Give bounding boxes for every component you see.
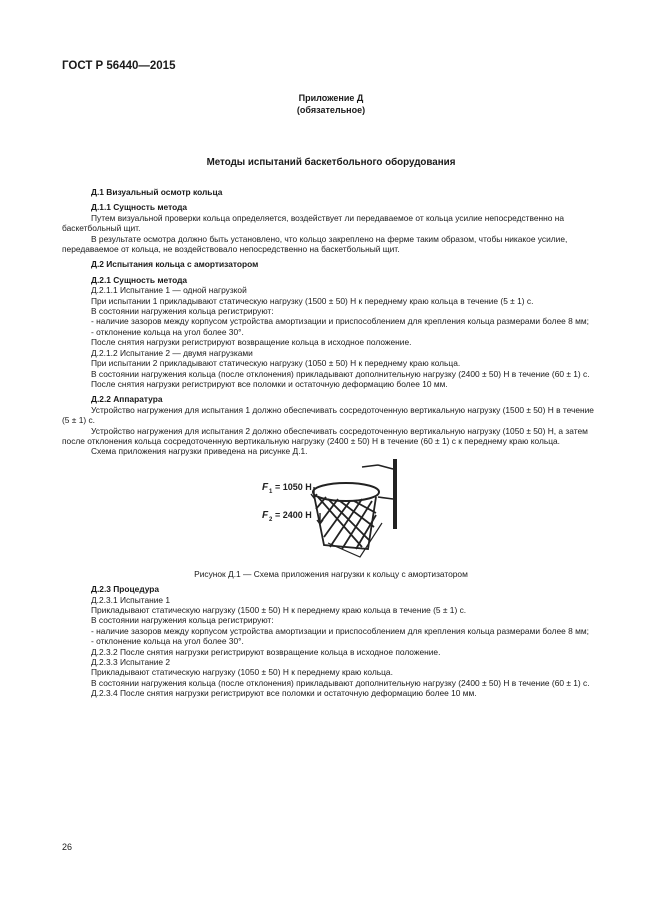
- section-title: Методы испытаний баскетбольного оборудования: [206, 157, 456, 168]
- backboard: [393, 459, 397, 529]
- f1-subscript: 1: [269, 488, 273, 495]
- paragraph: Д.2.3.2 После снятия нагрузки регистрируют возвращение кольца в исходное положение.: [91, 646, 441, 657]
- paragraph: В состоянии нагружения кольца (после отклонения) прикладывают дополнительную нагрузку (2400 ± 50) Н в течение (60 ± 1) с.: [91, 368, 590, 379]
- f2-label: = 2400 Н: [275, 509, 312, 520]
- figure-d1: [62, 457, 600, 565]
- page-number: 26: [62, 842, 73, 852]
- section-heading: Д.1 Визуальный осмотр кольца: [91, 187, 223, 197]
- paragraph: Д.2.1.2 Испытание 2 — двумя нагрузками: [91, 347, 253, 358]
- paragraph: - наличие зазоров между корпусом устройства амортизации и приспособлением для крепления кольца размерами более 8 мм;: [91, 316, 589, 327]
- paragraph: При испытании 1 прикладывают статическую нагрузку (1500 ± 50) Н к переднему краю кольца в течение (5 ± 1) с.: [91, 295, 534, 306]
- f1-symbol: F: [262, 481, 269, 493]
- ring: [313, 483, 379, 501]
- paragraph: Д.2.1.1 Испытание 1 — одной нагрузкой: [91, 285, 247, 296]
- section-heading: Д.2 Испытания кольца с амортизатором: [91, 259, 259, 270]
- paragraph: Прикладывают статическую нагрузку (1050 ± 50) Н к переднему краю кольца.: [91, 667, 393, 678]
- section-heading: Д.2.1 Сущность метода: [91, 274, 188, 285]
- f2-subscript: 2: [269, 516, 273, 523]
- appendix-status: (обязательное): [296, 104, 366, 115]
- paragraph: - наличие зазоров между корпусом устройства амортизации и приспособлением для крепления кольца размерами более 8 мм;: [91, 625, 589, 636]
- f2-symbol: F: [262, 509, 269, 521]
- figure-caption: Рисунок Д.1 — Схема приложения нагрузки к кольцу с амортизатором: [194, 568, 468, 579]
- paragraph: В результате осмотра должно быть установлено, что кольцо закреплено на ферме таким образом, чтобы никакое усилие, передаваемое от кольца, не воздействовало непосредственно на баскетбольный щит.: [62, 233, 568, 255]
- appendix-title: Приложение Д: [298, 93, 364, 103]
- paragraph: Д.2.3.1 Испытание 1: [91, 594, 171, 605]
- appendix-heading: [62, 93, 600, 116]
- paragraph: После снятия нагрузки регистрируют возвращение кольца в исходное положение.: [91, 337, 412, 348]
- paragraph: Схема приложения нагрузки приведена на рисунке Д.1.: [91, 446, 308, 457]
- body-top: [62, 187, 600, 457]
- document-header: ГОСТ Р 56440—2015: [62, 60, 176, 72]
- document-body: [62, 182, 600, 699]
- paragraph: После снятия нагрузки регистрируют все поломки и остаточную деформацию более 10 мм.: [91, 378, 448, 389]
- paragraph: - отклонение кольца на угол более 30°.: [91, 326, 244, 337]
- paragraph: В состоянии нагружения кольца регистрируют:: [91, 306, 274, 317]
- body-bottom: [62, 584, 600, 698]
- section-heading: Д.2.2 Аппаратура: [91, 394, 163, 405]
- paragraph: Д.2.3.3 Испытание 2: [91, 657, 171, 667]
- paragraph: Прикладывают статическую нагрузку (1500 ± 50) Н к переднему краю кольца в течение (5 ± 1) с.: [91, 604, 467, 615]
- paragraph: В состоянии нагружения кольца регистрируют:: [91, 615, 274, 626]
- net: [314, 495, 376, 549]
- section-heading: Д.2.3 Процедура: [91, 584, 160, 595]
- paragraph: Путем визуальной проверки кольца определяется, воздействует ли передаваемое от кольца усилие непосредственно на баскетбольный щит.: [62, 212, 565, 234]
- section-heading: Д.1.1 Сущность метода: [91, 202, 188, 213]
- paragraph: Устройство нагружения для испытания 2 должно обеспечивать сосредоточенную вертикальную нагрузку (1050 ± 50) Н, а затем после отклонения кольца сосредоточенную вертикальную нагрузку (2400 ± 50) Н в течение (60 ± 1) с к переднему краю кольца.: [62, 425, 588, 446]
- paragraph: - отклонение кольца на угол более 30°.: [91, 636, 244, 647]
- paragraph: Устройство нагружения для испытания 1 должно обеспечивать сосредоточенную вертикальную нагрузку (1500 ± 50) Н в течение (5 ± 1) с.: [62, 404, 594, 426]
- hoop-diagram: [62, 457, 600, 565]
- paragraph: При испытании 2 прикладывают статическую нагрузку (1050 ± 50) Н к переднему краю кольца.: [91, 358, 461, 369]
- paragraph: В состоянии нагружения кольца (после отклонения) прикладывают дополнительную нагрузку (2400 ± 50) Н в течение (60 ± 1) с.: [91, 677, 590, 688]
- f1-label: = 1050 Н: [275, 481, 312, 492]
- paragraph: Д.2.3.4 После снятия нагрузки регистрируют все поломки и остаточную деформацию более 10 мм.: [91, 688, 477, 699]
